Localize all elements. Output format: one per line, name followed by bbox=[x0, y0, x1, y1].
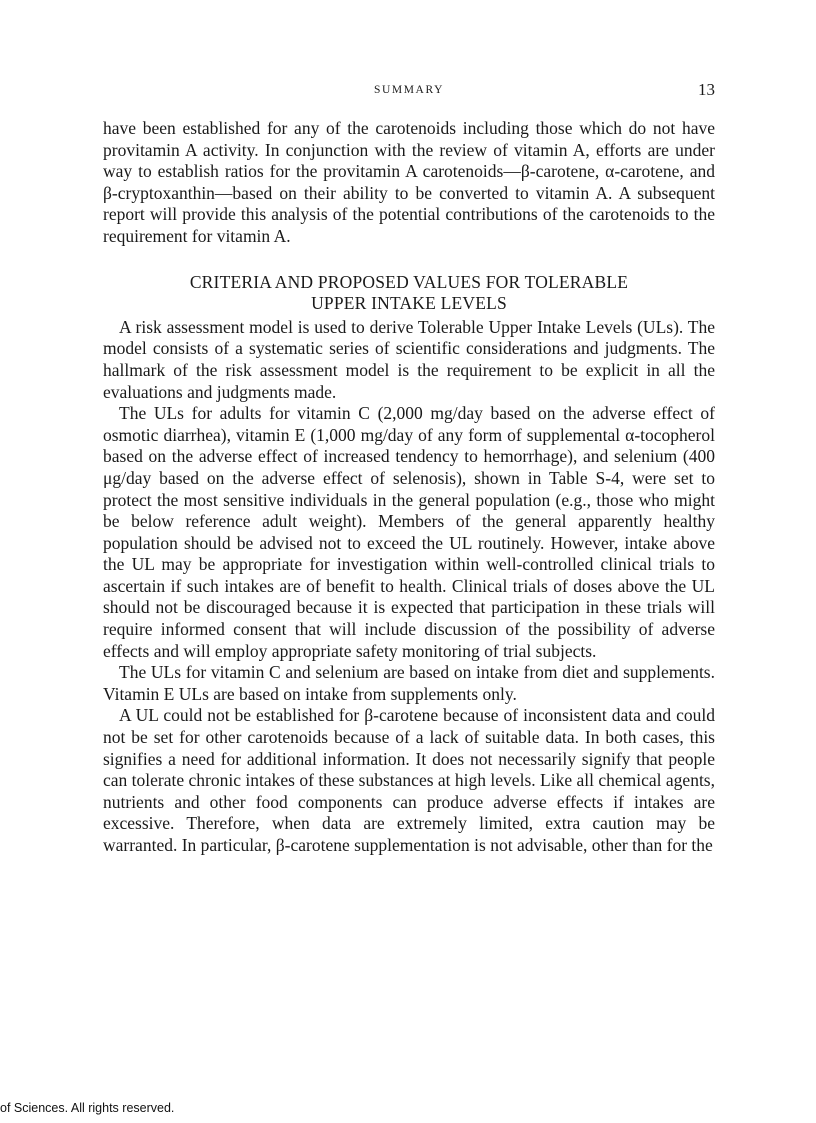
section-heading-line-1: CRITERIA AND PROPOSED VALUES FOR TOLERABLE bbox=[189, 271, 629, 292]
paragraph-continued: have been established for any of the carotenoids including those which do not have provitamin A activity. In conjunction with the review of vitamin A, efforts are under way to establish ratios for the provitamin A carotenoids—β-carotene, α-carotene, and β-cryptoxanthin—based on their ability to be converted to vitamin A. A subsequent report will provide this analysis of the potential contributions of the carotenoids to the requirement for vitamin A. bbox=[103, 118, 715, 246]
copyright-footer: of Sciences. All rights reserved. bbox=[0, 1101, 175, 1115]
section-heading-line-2: UPPER INTAKE LEVELS bbox=[311, 293, 507, 314]
running-title: SUMMARY bbox=[374, 84, 444, 96]
page-number: 13 bbox=[698, 80, 715, 99]
running-head bbox=[103, 80, 715, 102]
section-heading bbox=[103, 272, 715, 315]
paragraph-adult-uls: The ULs for adults for vitamin C (2,000 mg/day based on the adverse effect of osmotic diarrhea), vitamin E (1,000 mg/day of any form of supplemental α-tocopherol based on the adverse effect of increased tendency to hemorrhage), and selenium (400 μg/day based on the adverse effect of selenosis), shown in Table S-4, were set to protect the most sensitive individuals in the general population (e.g., those who might be below reference adult weight). Members of the general apparently healthy population should be advised not to exceed the UL routinely. However, intake above the UL may be appropriate for investigation within well-controlled clinical trials to ascertain if such intakes are of benefit to health. Clinical trials of doses above the UL should not be discouraged because it is expected that participation in these trials will require informed consent that will include discussion of the possibility of adverse effects and will employ appropriate safety monitoring of trial subjects. bbox=[103, 403, 715, 661]
body-text bbox=[103, 118, 715, 857]
paragraph-carotene: A UL could not be established for β-carotene because of inconsistent data and could not be set for other carotenoids because of a lack of suitable data. In both cases, this signifies a need for additional information. It does not necessarily signify that people can tolerate chronic intakes of these substances at high levels. Like all chemical agents, nutrients and other food components can produce adverse effects if intakes are excessive. Therefore, when data are extremely limited, extra caution may be warranted. In particular, β-carotene supplementation is not advisable, other than for the bbox=[103, 705, 715, 855]
paragraph-ul-basis: The ULs for vitamin C and selenium are based on intake from diet and supplements. Vitamin E ULs are based on intake from supplements only. bbox=[103, 662, 715, 704]
paragraph-risk-model: A risk assessment model is used to derive Tolerable Upper Intake Levels (ULs). The model consists of a systematic series of scientific considerations and judgments. The hallmark of the risk assessment model is the requirement to be explicit in all the evaluations and judgments made. bbox=[103, 316, 715, 402]
